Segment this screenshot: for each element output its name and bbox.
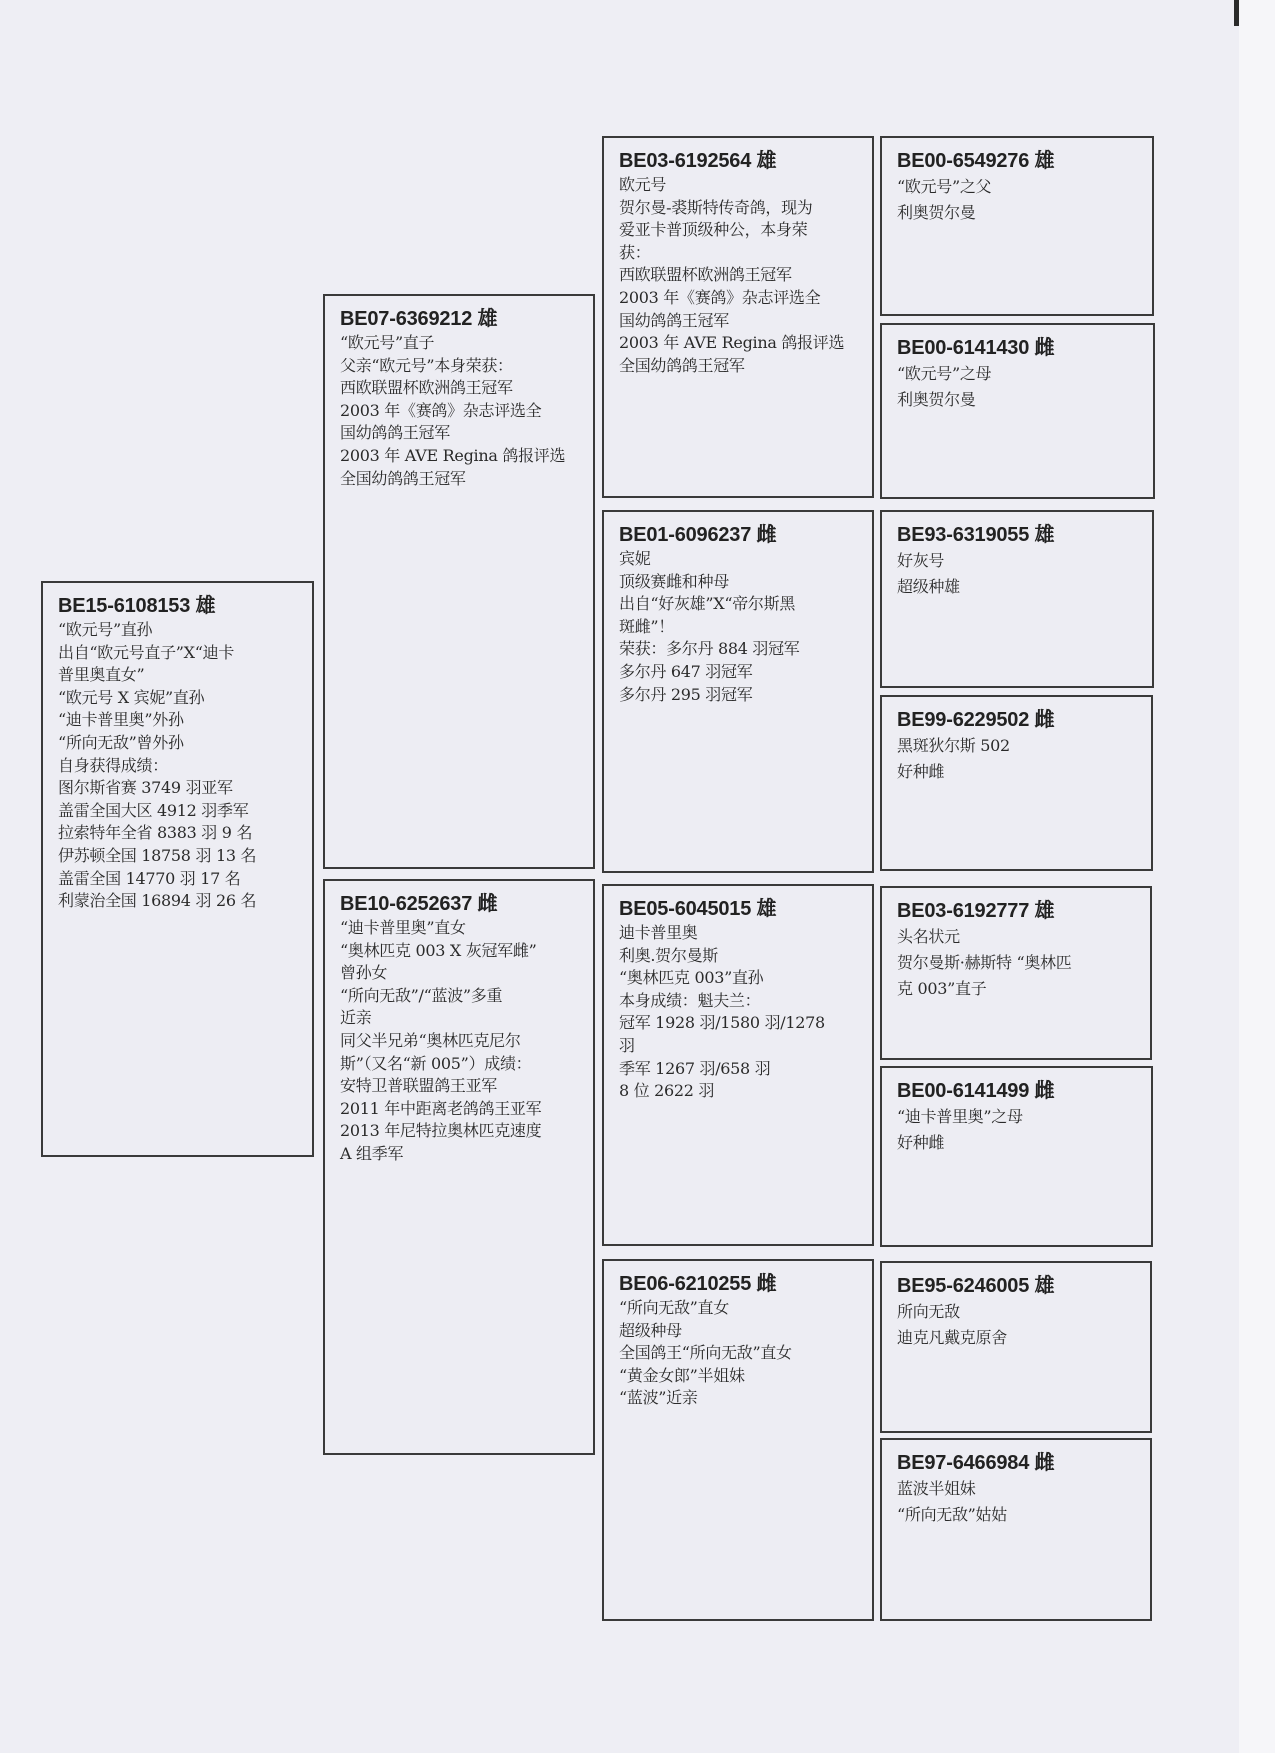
description-line: 迪卡普里奥 [619, 923, 698, 942]
description-line: 国幼鸽鸽王冠军 [619, 310, 729, 330]
description-line: 西欧联盟杯欧洲鸽王冠军 [619, 265, 792, 285]
description-line: 好种雌 [897, 762, 945, 781]
description-line: 超级种雄 [897, 577, 960, 596]
pedigree-box-sire-dam-sire [880, 510, 1154, 688]
description-line: 冠军 1928 羽/1580 羽/1278 [619, 1013, 825, 1033]
description-line: “蓝波”近亲 [619, 1388, 698, 1408]
pedigree-box-dam [323, 879, 595, 1455]
description-line: 安特卫普联盟鸽王亚军 [340, 1076, 498, 1096]
ring-number: BE95-6246005 雄 [897, 1275, 1055, 1297]
description-line: “欧元号”直孙 [58, 620, 153, 639]
description-line: “所向无敌”直女 [619, 1298, 729, 1317]
description-line: 斑雌”！ [619, 616, 674, 636]
description-line: 利奥贺尔曼 [897, 203, 976, 222]
ring-number: BE03-6192777 雄 [897, 900, 1055, 922]
description-line: 贺尔曼-裘斯特传奇鸽，现为 [619, 197, 813, 217]
description-line: 2011 年中距离老鸽鸽王亚军 [340, 1098, 542, 1118]
description-line: 全国幼鸽鸽王冠军 [619, 355, 745, 375]
pedigree-box-sire-dam-dam [880, 695, 1153, 871]
scan-edge-mark [1234, 0, 1239, 26]
description-line: 顶级赛雌和种母 [619, 571, 729, 591]
description-line: “欧元号”之父 [897, 177, 992, 196]
description-line: 所向无敌 [897, 1302, 960, 1321]
description-line: 头名状元 [897, 927, 960, 946]
description-line: 2003 年《赛鸽》杂志评选全 [619, 287, 821, 307]
ring-number: BE03-6192564 雄 [619, 150, 777, 172]
description-line: 斯”（又名“新 005”）成绩： [340, 1053, 532, 1073]
ring-number: BE93-6319055 雄 [897, 524, 1055, 546]
description-line: 同父半兄弟“奥林匹克尼尔 [340, 1030, 521, 1050]
pedigree-box-dam-dam-dam [880, 1438, 1152, 1621]
description-line: 利奥.贺尔曼斯 [619, 945, 718, 965]
description-line: 多尔丹 295 羽冠军 [619, 684, 753, 704]
description-line: 图尔斯省赛 3749 羽亚军 [58, 778, 233, 798]
scan-edge [1239, 0, 1275, 1753]
description-line: “所向无敌”/“蓝波”多重 [340, 985, 503, 1005]
description-line: 盖雷全国大区 4912 羽季军 [58, 800, 249, 820]
description-line: 欧元号 [619, 175, 667, 194]
description-line: 宾妮 [619, 549, 651, 568]
description-line: 8 位 2622 羽 [619, 1081, 715, 1101]
description-line: “欧元号”直子 [340, 333, 435, 352]
description-line: “奥林匹克 003 X 灰冠军雌” [340, 940, 537, 960]
ring-number: BE05-6045015 雄 [619, 898, 777, 920]
description-line: 超级种母 [619, 1320, 682, 1340]
pedigree-box-dam-sire-sire [880, 886, 1152, 1060]
ring-number: BE15-6108153 雄 [58, 595, 216, 617]
pedigree-box-sire [323, 294, 595, 869]
description-line: 贺尔曼斯·赫斯特 “奥林匹 [897, 953, 1072, 972]
description-line: 利奥贺尔曼 [897, 390, 976, 409]
description-line: 父亲“欧元号”本身荣获： [340, 355, 513, 375]
description-line: 西欧联盟杯欧洲鸽王冠军 [340, 378, 513, 398]
description-line: 2003 年《赛鸽》杂志评选全 [340, 400, 542, 420]
description-line: 近亲 [340, 1008, 372, 1028]
description-line: 2013 年尼特拉奥林匹克速度 [340, 1121, 542, 1141]
description-line: 黑斑狄尔斯 502 [897, 736, 1010, 755]
ring-number: BE10-6252637 雌 [340, 893, 498, 915]
description-line: 蓝波半姐妹 [897, 1479, 976, 1498]
description-line: 季军 1267 羽/658 羽 [619, 1058, 771, 1078]
ring-number: BE97-6466984 雌 [897, 1452, 1055, 1474]
description-line: 爱亚卡普顶级种公，本身荣 [619, 220, 808, 240]
description-line: “所向无敌”曾外孙 [58, 732, 184, 752]
description-line: 荣获：多尔丹 884 羽冠军 [619, 639, 800, 659]
description-line: 普里奥直女” [58, 665, 145, 685]
description-line: “迪卡普里奥”直女 [340, 918, 466, 937]
description-line: 利蒙治全国 16894 羽 26 名 [58, 891, 257, 911]
description-line: 拉索特年全省 8383 羽 9 名 [58, 823, 253, 843]
description-line: 好灰号 [897, 551, 945, 570]
pedigree-box-dam-dam-sire [880, 1261, 1152, 1433]
description-line: “所向无敌”姑姑 [897, 1505, 1007, 1524]
description-line: “欧元号 X 宾妮”直孙 [58, 687, 205, 707]
pedigree-box-dam-sire [602, 884, 874, 1246]
description-line: 好种雌 [897, 1133, 945, 1152]
ring-number: BE06-6210255 雌 [619, 1273, 777, 1295]
ring-number: BE99-6229502 雌 [897, 709, 1055, 731]
pedigree-box-subject [41, 581, 314, 1157]
description-line: 曾孙女 [340, 963, 388, 983]
description-line: 伊苏顿全国 18758 羽 13 名 [58, 845, 257, 865]
description-line: “欧元号”之母 [897, 364, 992, 383]
description-line: 获： [619, 242, 651, 262]
pedigree-box-dam-dam [602, 1259, 874, 1621]
description-line: 2003 年 AVE Regina 鸽报评选 [340, 445, 566, 465]
ring-number: BE07-6369212 雄 [340, 308, 498, 330]
description-line: 出自“欧元号直子”X“迪卡 [58, 642, 235, 662]
ring-number: BE01-6096237 雌 [619, 524, 777, 546]
ring-number: BE00-6549276 雄 [897, 150, 1055, 172]
description-line: 盖雷全国 14770 羽 17 名 [58, 868, 241, 888]
pedigree-box-sire-sire-dam [880, 323, 1155, 499]
description-line: 出自“好灰雄”X“帝尔斯黑 [619, 594, 796, 614]
description-line: 羽 [619, 1035, 635, 1055]
description-line: 全国幼鸽鸽王冠军 [340, 468, 466, 488]
description-line: A 组季军 [340, 1143, 404, 1163]
pedigree-box-sire-sire [602, 136, 874, 498]
pedigree-box-sire-sire-sire [880, 136, 1154, 316]
description-line: 国幼鸽鸽王冠军 [340, 423, 450, 443]
description-line: 本身成绩：魁夫兰： [619, 990, 761, 1010]
description-line: 克 003”直子 [897, 979, 987, 998]
description-line: “奥林匹克 003”直孙 [619, 968, 764, 988]
description-line: “迪卡普里奥”之母 [897, 1107, 1023, 1126]
description-line: 2003 年 AVE Regina 鸽报评选 [619, 333, 845, 353]
ring-number: BE00-6141430 雌 [897, 337, 1055, 359]
description-line: 多尔丹 647 羽冠军 [619, 661, 753, 681]
description-line: 全国鸽王“所向无敌”直女 [619, 1343, 792, 1363]
pedigree-box-sire-dam [602, 510, 874, 873]
description-line: 自身获得成绩： [58, 755, 168, 775]
ring-number: BE00-6141499 雌 [897, 1080, 1055, 1102]
description-line: “黄金女郎”半姐妹 [619, 1365, 745, 1385]
pedigree-box-dam-sire-dam [880, 1066, 1153, 1247]
description-line: 迪克凡戴克原舍 [897, 1328, 1007, 1347]
description-line: “迪卡普里奥”外孙 [58, 710, 184, 730]
